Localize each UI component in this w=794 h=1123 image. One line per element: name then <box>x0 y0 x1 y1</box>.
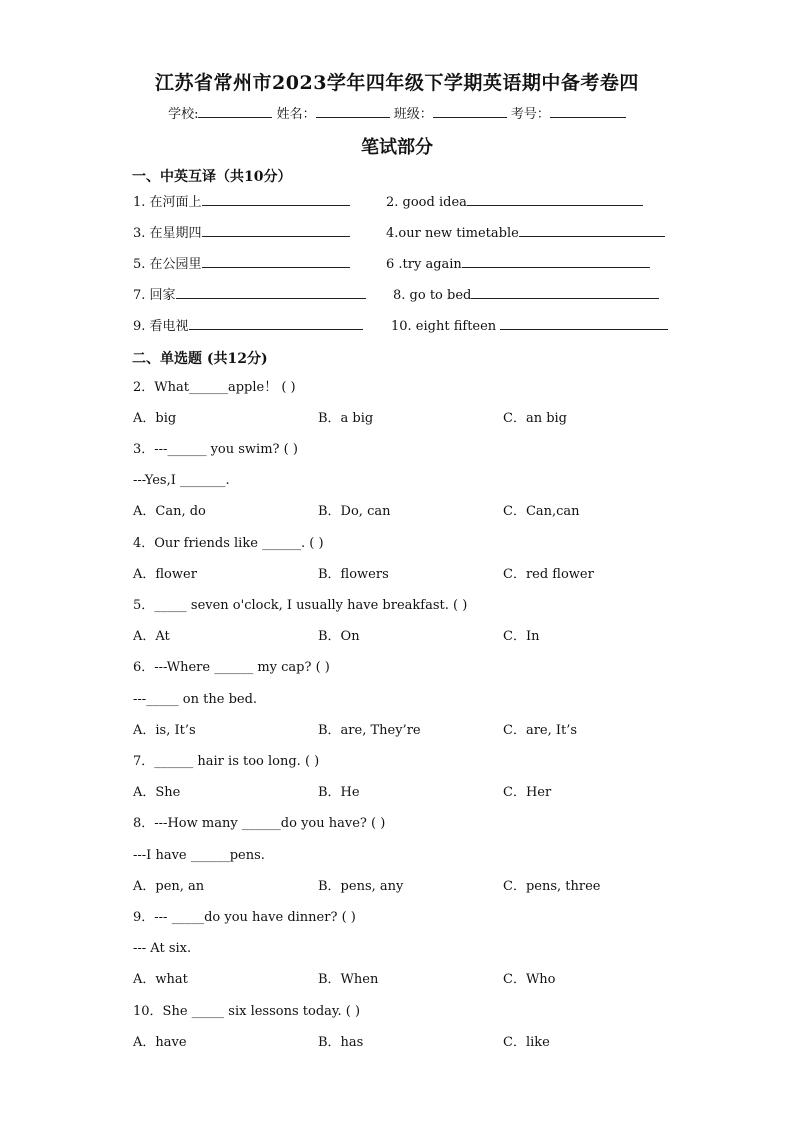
option-c[interactable]: C．an big <box>503 411 568 426</box>
translation-item: 3. 在星期四 <box>133 223 350 243</box>
question-reply: ---I have ______pens. <box>133 848 265 863</box>
option-a[interactable]: A．Can, do <box>133 504 206 519</box>
answer-blank[interactable] <box>176 285 366 299</box>
page-title: 江苏省常州市2023学年四年级下学期英语期中备考卷四 <box>155 72 639 94</box>
option-c[interactable]: C．like <box>503 1035 550 1050</box>
name-blank[interactable] <box>316 104 390 118</box>
question-stem: 2．What______apple！ ( ) <box>133 380 296 395</box>
id-label: 考号： <box>510 107 550 122</box>
translation-item: 5. 在公园里 <box>133 254 350 274</box>
answer-blank[interactable] <box>500 316 668 330</box>
question-stem: 7．______ hair is too long. ( ) <box>133 754 320 769</box>
translation-item: 7. 回家 <box>133 285 366 305</box>
answer-blank[interactable] <box>519 223 665 237</box>
answer-blank[interactable] <box>471 285 659 299</box>
question-stem: 9．--- _____do you have dinner? ( ) <box>133 910 356 925</box>
option-c[interactable]: C．pens, three <box>503 879 601 894</box>
translation-item: 6 .try again <box>386 254 650 274</box>
class-blank[interactable] <box>433 104 507 118</box>
option-a[interactable]: A．At <box>133 629 170 644</box>
option-b[interactable]: B．a big <box>318 411 374 426</box>
question-stem: 3．---______ you swim? ( ) <box>133 442 298 457</box>
school-blank[interactable] <box>198 104 272 118</box>
option-b[interactable]: B．When <box>318 972 379 987</box>
option-a[interactable]: A．what <box>133 972 188 987</box>
question-stem: 4．Our friends like ______. ( ) <box>133 536 324 551</box>
option-b[interactable]: B．flowers <box>318 567 389 582</box>
question-stem: 5．_____ seven o'clock, I usually have breakfast. ( ) <box>133 598 468 613</box>
translation-item: 9. 看电视 <box>133 316 363 336</box>
option-c[interactable]: C．Can,can <box>503 504 580 519</box>
answer-blank[interactable] <box>189 316 363 330</box>
option-c[interactable]: C．Her <box>503 785 552 800</box>
option-a[interactable]: A．flower <box>133 567 197 582</box>
translation-item: 8. go to bed <box>393 285 659 305</box>
answer-blank[interactable] <box>202 254 350 268</box>
option-a[interactable]: A．pen, an <box>133 879 205 894</box>
question-stem: 8．---How many ______do you have? ( ) <box>133 816 386 831</box>
translation-item: 2. good idea <box>386 192 643 212</box>
answer-blank[interactable] <box>462 254 650 268</box>
answer-blank[interactable] <box>202 192 350 206</box>
answer-blank[interactable] <box>467 192 643 206</box>
answer-blank[interactable] <box>202 223 350 237</box>
option-b[interactable]: B．pens, any <box>318 879 404 894</box>
option-b[interactable]: B．He <box>318 785 360 800</box>
section1-heading: 一、中英互译（共10分） <box>132 169 292 185</box>
question-stem: 10．She _____ six lessons today. ( ) <box>133 1004 361 1019</box>
question-stem: 6．---Where ______ my cap? ( ) <box>133 660 330 675</box>
option-a[interactable]: A．is, It’s <box>133 723 196 738</box>
class-label: 班级： <box>393 107 433 122</box>
option-b[interactable]: B．are, They’re <box>318 723 421 738</box>
translation-item: 10. eight fifteen <box>391 316 668 336</box>
id-blank[interactable] <box>550 104 626 118</box>
name-label: 姓名： <box>276 107 316 122</box>
option-c[interactable]: C．red flower <box>503 567 594 582</box>
section2-heading: 二、单选题 (共12分) <box>132 351 268 367</box>
option-b[interactable]: B．Do, can <box>318 504 391 519</box>
school-label: 学校: <box>168 107 199 122</box>
question-reply: ---Yes,I _______. <box>133 473 230 488</box>
option-a[interactable]: A．have <box>133 1035 187 1050</box>
section-subtitle: 笔试部分 <box>361 137 433 158</box>
student-info-row <box>0 103 794 122</box>
question-reply: --- At six. <box>133 941 192 956</box>
option-c[interactable]: C．Who <box>503 972 556 987</box>
translation-item: 4.our new timetable <box>386 223 665 243</box>
question-reply: ---_____ on the bed. <box>133 692 258 707</box>
option-a[interactable]: A．big <box>133 411 177 426</box>
option-b[interactable]: B．On <box>318 629 360 644</box>
option-c[interactable]: C．In <box>503 629 540 644</box>
option-a[interactable]: A．She <box>133 785 181 800</box>
option-b[interactable]: B．has <box>318 1035 364 1050</box>
translation-item: 1. 在河面上 <box>133 192 350 212</box>
option-c[interactable]: C．are, It’s <box>503 723 578 738</box>
